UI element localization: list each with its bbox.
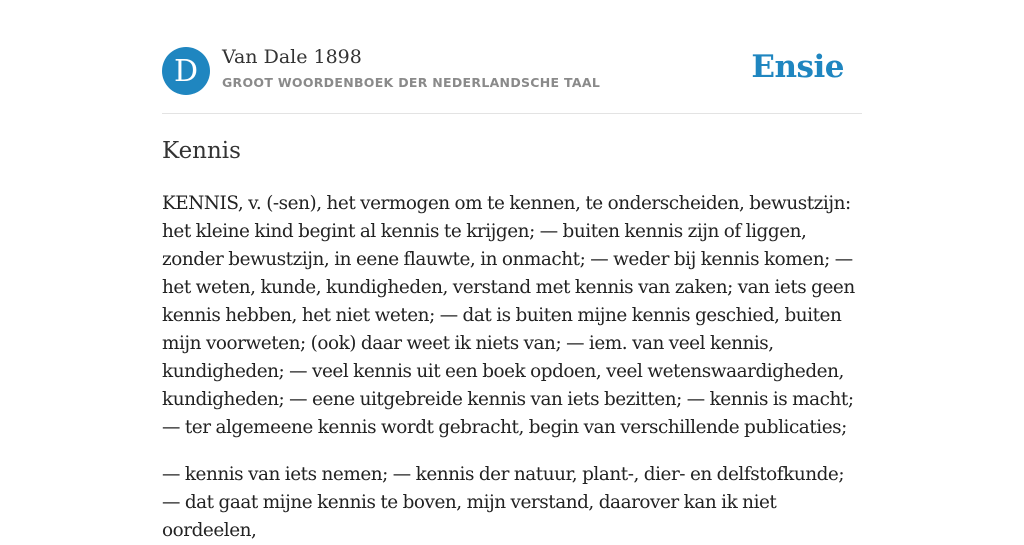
entry-definition-paragraph: — kennis van iets nemen; — kennis der natuur, plant-, dier- en delfstofkunde; — dat gaat mijne kennis te boven, mijn verstand, daarover kan ik niet oordeelen, xyxy=(162,464,845,541)
dictionary-card xyxy=(162,0,862,541)
ensie-logo[interactable]: Ensie xyxy=(751,49,844,85)
source-subtitle: GROOT WOORDENBOEK DER NEDERLANDSCHE TAAL xyxy=(222,75,601,90)
source-header xyxy=(162,0,862,114)
entry-definition-paragraph: KENNIS, v. (-sen), het vermogen om te kennen, te onderscheiden, bewustzijn: het kleine kind begint al kennis te krijgen; — buiten kennis zijn of liggen, zonder bewustzijn, in eene flauwte, in onmacht; — weder bij kennis komen; — het weten, kunde, kundigheden, verstand met kennis van zaken; van iets geen kennis hebben, het niet weten; — dat is buiten mijne kennis geschied, buiten mijn voorweten; (ook) daar weet ik niets van; — iem. van veel kennis, kundigheden; — veel kennis uit een boek opdoen, veel wetenswaardigheden, kundigheden; — eene uitgebreide kennis van iets bezitten; — kennis is macht; — ter algemeene kennis wordt gebracht, begin van verschillende publicaties; xyxy=(162,193,855,438)
entry-headword: Kennis xyxy=(162,138,241,164)
source-logo[interactable]: D xyxy=(162,47,210,95)
source-title[interactable]: Van Dale 1898 xyxy=(222,46,362,68)
